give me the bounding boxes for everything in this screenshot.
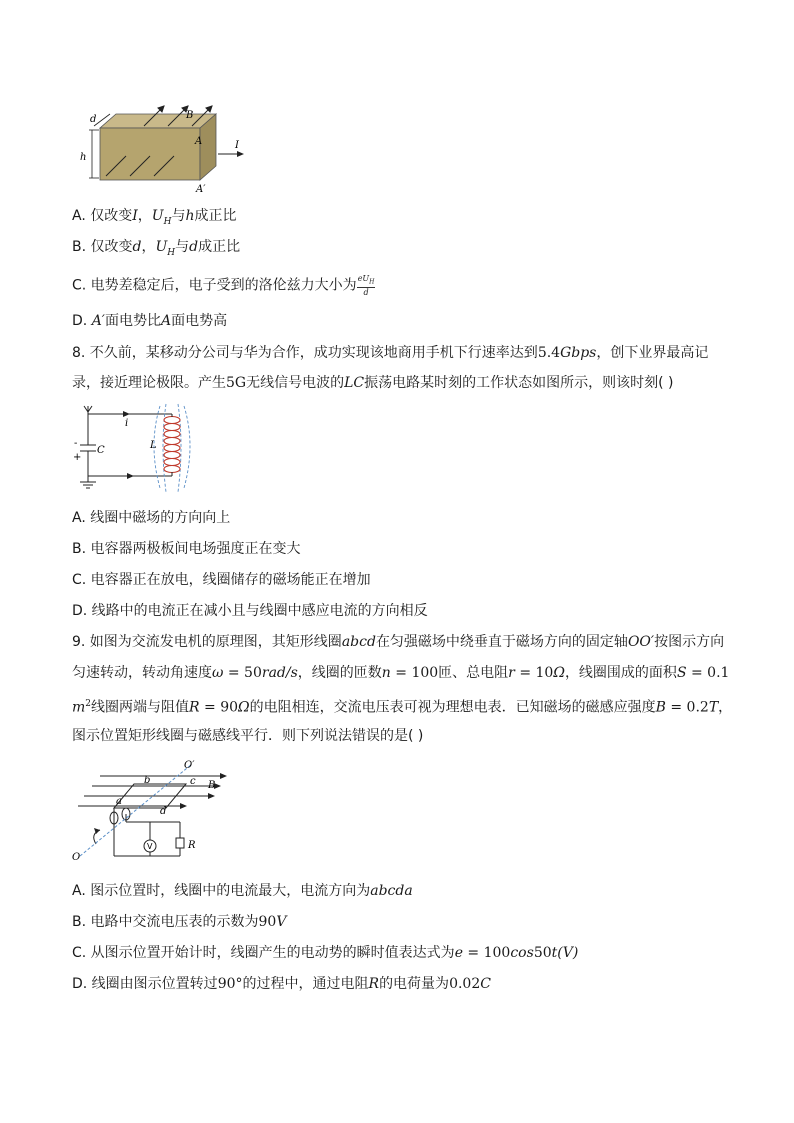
q8-stem-line2: 录，接近理论极限。产生5G无线信号电波的LC振荡电路某时刻的工作状态如图所示，则该时刻( ) bbox=[72, 375, 674, 391]
hall-effect-figure bbox=[72, 100, 262, 195]
q9-option-c[interactable]: C. 从图示位置开始计时，线圈产生的电动势的瞬时值表达式为e = 100cos50t(V) bbox=[72, 945, 579, 961]
q9-option-a[interactable]: A. 图示位置时，线圈中的电流最大，电流方向为abcda bbox=[72, 883, 413, 899]
label-C: C bbox=[97, 445, 105, 456]
lc-circuit-figure bbox=[68, 402, 198, 498]
ac-generator-figure bbox=[70, 756, 240, 866]
label-b: b bbox=[144, 775, 151, 786]
q8-option-d[interactable]: D. 线路中的电流正在减小且与线圈中感应电流的方向相反 bbox=[72, 603, 428, 619]
label-O: O bbox=[72, 852, 81, 863]
label-i: i bbox=[125, 418, 129, 429]
q9-option-d[interactable]: D. 线圈由图示位置转过90°的过程中，通过电阻R的电荷量为0.02C bbox=[72, 976, 491, 992]
label-c: c bbox=[190, 776, 196, 787]
label-plus: + bbox=[73, 452, 82, 463]
q8-option-b[interactable]: B. 电容器两极板间电场强度正在变大 bbox=[72, 541, 301, 557]
q9-stem-line2: 匀速转动，转动角速度ω = 50rad/s，线圈的匝数n = 100匝、总电阻r = 10Ω，线圈围成的面积S = 0.1 bbox=[72, 665, 730, 681]
q7-option-d[interactable]: D. A′面电势比A面电势高 bbox=[72, 313, 228, 329]
label-B: B bbox=[208, 780, 216, 791]
q9-stem-line1: 9. 如图为交流发电机的原理图，其矩形线圈abcd在匀强磁场中绕垂直于磁场方向的固定轴OO′按图示方向 bbox=[72, 634, 725, 650]
label-d: d bbox=[160, 806, 167, 817]
label-O-prime: O′ bbox=[184, 760, 195, 771]
q7-option-a[interactable]: A. 仅改变I，$U_H$与h成正比 bbox=[72, 208, 237, 227]
q9-stem-line4: 图示位置矩形线圈与磁感线平行．则下列说法错误的是( ) bbox=[72, 728, 424, 744]
label-L: L bbox=[150, 440, 157, 451]
q8-option-a[interactable]: A. 线圈中磁场的方向向上 bbox=[72, 510, 231, 526]
q8-stem-line1: 8. 不久前，某移动分公司与华为合作，成功实现该地商用手机下行速率达到5.4Gbps，创下业界最高记 bbox=[72, 345, 709, 361]
label-A-prime: A′ bbox=[196, 184, 206, 195]
label-V: V bbox=[147, 842, 153, 851]
label-h: h bbox=[80, 152, 87, 163]
q7-option-c[interactable]: C. 电势差稳定后，电子受到的洛伦兹力大小为 $\frac{eU_H}{d}$ bbox=[72, 274, 375, 297]
label-A: A bbox=[195, 136, 203, 147]
q9-option-b[interactable]: B. 电路中交流电压表的示数为90V bbox=[72, 914, 287, 930]
q7-option-b[interactable]: B. 仅改变d，$U_H$与d成正比 bbox=[72, 239, 241, 258]
fraction: $\frac{eU_H}{d}$ bbox=[357, 274, 375, 297]
label-minus: - bbox=[74, 438, 78, 449]
q9-stem-line3: $m^2$线圈两端与阻值R = 90Ω的电阻相连，交流电压表可视为理想电表．已知磁场的磁感应强度B = 0.2T， bbox=[72, 699, 733, 716]
q8-option-c[interactable]: C. 电容器正在放电，线圈储存的磁场能正在增加 bbox=[72, 572, 371, 588]
label-R: R bbox=[188, 840, 196, 851]
label-a: a bbox=[116, 796, 122, 807]
label-I: I bbox=[235, 140, 239, 151]
label-d: d bbox=[90, 114, 97, 125]
label-B: B bbox=[186, 110, 194, 121]
